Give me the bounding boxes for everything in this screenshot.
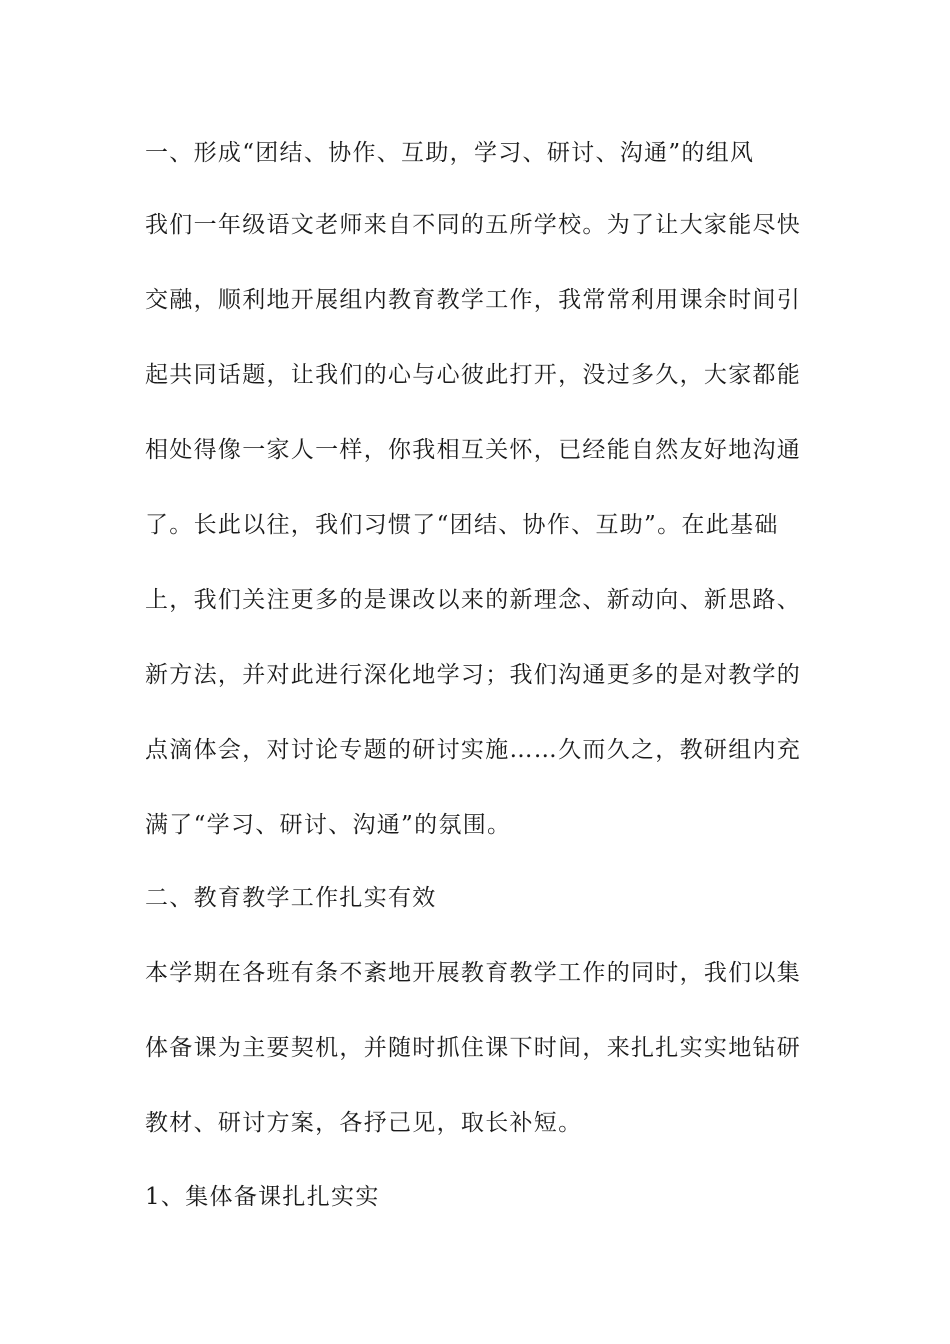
paragraph-line: 交融，顺利地开展组内教育教学工作，我常常利用课余时间引 [145,287,802,313]
paragraph-line: 点滴体会，对讨论专题的研讨实施……久而久之，教研组内充 [145,737,802,763]
paragraph-line: 我们一年级语文老师来自不同的五所学校。为了让大家能尽快 [145,212,802,238]
section-heading-2: 二、教育教学工作扎实有效 [145,885,437,911]
paragraph-line: 满了“学习、研讨、沟通”的氛围。 [145,812,512,838]
paragraph-line: 体备课为主要契机，并随时抓住课下时间，来扎扎实实地钻研 [145,1035,802,1061]
paragraph-line: 起共同话题，让我们的心与心彼此打开，没过多久，大家都能 [145,362,802,388]
paragraph-line: 上，我们关注更多的是课改以来的新理念、新动向、新思路、 [145,587,802,613]
paragraph-line: 了。长此以往，我们习惯了“团结、协作、互助”。在此基础 [145,512,779,538]
paragraph-line: 新方法，并对此进行深化地学习；我们沟通更多的是对教学的 [145,662,802,688]
paragraph-line: 本学期在各班有条不紊地开展教育教学工作的同时，我们以集 [145,960,802,986]
paragraph-line: 教材、研讨方案，各抒己见，取长补短。 [145,1110,583,1136]
subsection-heading-1: 1、集体备课扎扎实实 [145,1184,380,1210]
section-heading-1: 一、形成“团结、协作、互助，学习、研讨、沟通”的组风 [145,140,755,166]
paragraph-line: 相处得像一家人一样，你我相互关怀，已经能自然友好地沟通 [145,437,802,463]
